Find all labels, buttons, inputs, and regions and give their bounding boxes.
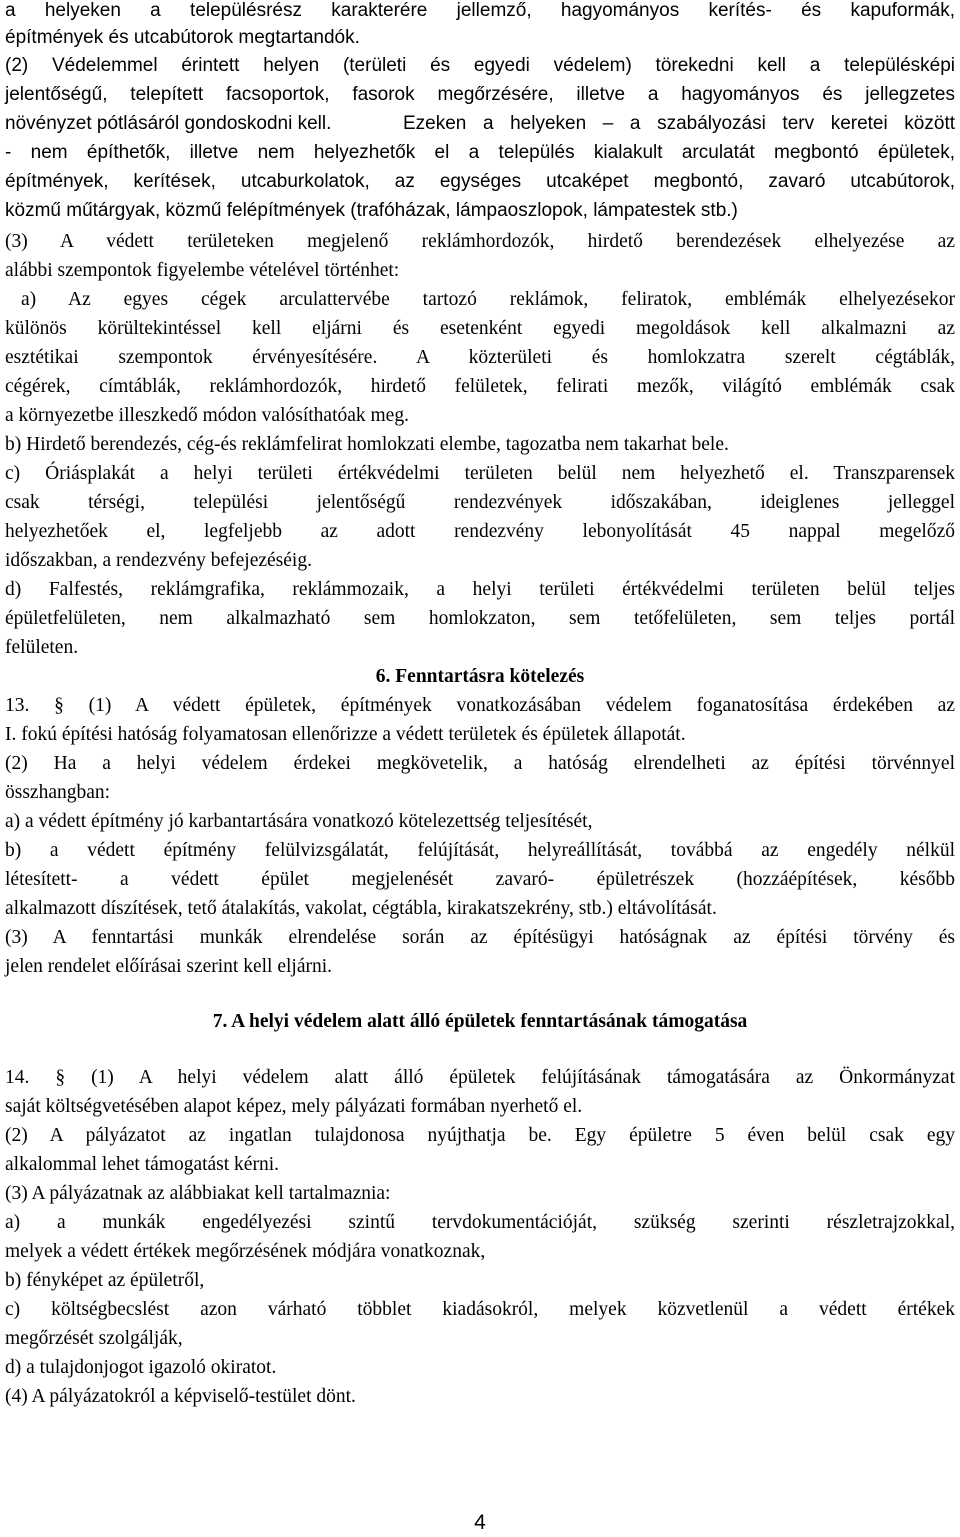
text-line: a) a védett építmény jó karbantartására vonatkozó kötelezettség teljesítését, xyxy=(5,811,593,832)
text-line: épületfelületen, nem alkalmazható sem homlokzaton, sem tetőfelületen, sem teljes portál xyxy=(5,608,955,629)
text-line: 14. § (1) A helyi védelem alatt álló épületek felújításának támogatására az Önkormányzat xyxy=(5,1067,955,1088)
text-line: Ezeken a helyeken – a szabályozási terv keretei között xyxy=(403,113,955,134)
text-line: alkalommal lehet támogatást kérni. xyxy=(5,1154,279,1175)
text-line: cégérek, címtáblák, reklámhordozók, hirdető felületek, felirati mezők, világító emblémák csak xyxy=(5,376,955,397)
section-heading: 6. Fenntartásra kötelezés xyxy=(375,666,585,687)
text-line: a helyeken a településrész karakterére jellemző, hagyományos kerítés- és kapuformák, xyxy=(5,0,955,21)
text-line: a) a munkák engedélyezési szintű tervdokumentációját, szükség szerinti részletrajzokkal, xyxy=(5,1212,955,1233)
text-line: építmények, kerítések, utcaburkolatok, az egységes utcaképet megbontó, zavaró utcabútorok, xyxy=(5,171,955,192)
text-line: csak térségi, települési jelentőségű rendezvények időszakában, ideiglenes jelleggel xyxy=(5,492,955,513)
text-line: különös körültekintéssel kell eljárni és esetenként egyedi megoldások kell alkalmazni az xyxy=(5,318,955,339)
text-line: (3) A fenntartási munkák elrendelése során az építésügyi hatóságnak az építési törvény és xyxy=(5,927,955,948)
text-line: c) Óriásplakát a helyi területi értékvédelmi területen belül nem helyezhető el. Transzparensek xyxy=(5,463,955,484)
text-line: jelen rendelet előírásai szerint kell eljárni. xyxy=(5,956,333,977)
text-line: melyek a védett értékek megőrzésének módjára vonatkoznak, xyxy=(5,1241,486,1262)
text-line: közmű műtárgyak, közmű felépítmények (trafóházak, lámpaoszlopok, lámpatestek stb.) xyxy=(5,200,738,221)
text-line: jelentőségű, telepített facsoportok, fasorok megőrzésére, illetve a hagyományos és jellegzetes xyxy=(5,84,955,105)
text-line: helyezhetőek el, legfeljebb az adott rendezvény lebonyolítását 45 nappal megelőző xyxy=(5,521,955,542)
text-line: alábbi szempontok figyelembe vételével történhet: xyxy=(5,260,400,281)
text-line: 13. § (1) A védett épületek, építmények vonatkozásában védelem foganatosítása érdekében az xyxy=(5,695,955,716)
text-line: - nem építhetők, illetve nem helyezhetők el a település kialakult arculatát megbontó épületek, xyxy=(5,142,955,163)
text-line: b) fényképet az épületről, xyxy=(5,1270,205,1291)
text-line: alkalmazott díszítések, tető átalakítás, vakolat, cégtábla, kirakatszekrény, stb.) eltávolítását. xyxy=(5,898,717,919)
text-line: d) a tulajdonjogot igazoló okiratot. xyxy=(5,1357,277,1378)
text-line: (4) A pályázatokról a képviselő-testület dönt. xyxy=(5,1386,356,1407)
text-line: b) Hirdető berendezés, cég-és reklámfelirat homlokzati elembe, tagozatba nem takarhat bele. xyxy=(5,434,729,455)
text-line: (3) A védett területeken megjelenő reklámhordozók, hirdető berendezések elhelyezése az xyxy=(5,231,955,252)
text-line: c) költségbecslést azon várható többlet kiadásokról, melyek közvetlenül a védett értékek xyxy=(5,1299,955,1320)
section-heading: 7. A helyi védelem alatt álló épületek fenntartásának támogatása xyxy=(212,1011,748,1032)
text-line: megőrzését szolgálják, xyxy=(5,1328,183,1349)
text-line: d) Falfestés, reklámgrafika, reklámmozaik, a helyi területi értékvédelmi területen belül teljes xyxy=(5,579,955,600)
text-line: (3) A pályázatnak az alábbiakat kell tartalmaznia: xyxy=(5,1183,391,1204)
text-line: b) a védett építmény felülvizsgálatát, felújítását, helyreállítását, továbbá az engedély nélkül xyxy=(5,840,955,861)
text-line: a) Az egyes cégek arculattervébe tartozó reklámok, feliratok, emblémák elhelyezésekor xyxy=(21,289,955,310)
text-line: (2) Ha a helyi védelem érdekei megkövetelik, a hatóság elrendelheti az építési törvénnyel xyxy=(5,753,955,774)
text-line: létesített- a védett épület megjelenését zavaró- épületrészek (hozzáépítések, később xyxy=(5,869,955,890)
text-line: I. fokú építési hatóság folyamatosan ellenőrizze a védett területek és épületek állapotát. xyxy=(5,724,686,745)
text-line: (2) A pályázatot az ingatlan tulajdonosa nyújthatja be. Egy épületre 5 éven belül csak egy xyxy=(5,1125,955,1146)
text-line: saját költségvetésében alapot képez, mely pályázati formában nyerhető el. xyxy=(5,1096,583,1117)
text-line: a környezetbe illeszkedő módon valósíthatóak meg. xyxy=(5,405,409,426)
text-line: időszakban, a rendezvény befejezéséig. xyxy=(5,550,312,571)
page-number: 4 xyxy=(474,1511,486,1534)
text-line: építmények és utcabútorok megtartandók. xyxy=(5,27,360,48)
text-line: esztétikai szempontok érvényesítésére. A közterületi és homlokzatra szerelt cégtáblák, xyxy=(5,347,955,368)
text-line: összhangban: xyxy=(5,782,111,803)
text-line: felületen. xyxy=(5,637,79,658)
text-line: (2) Védelemmel érintett helyen (területi és egyedi védelem) törekedni kell a településképi xyxy=(5,55,955,76)
text-line: növényzet pótlásáról gondoskodni kell. xyxy=(5,113,332,134)
